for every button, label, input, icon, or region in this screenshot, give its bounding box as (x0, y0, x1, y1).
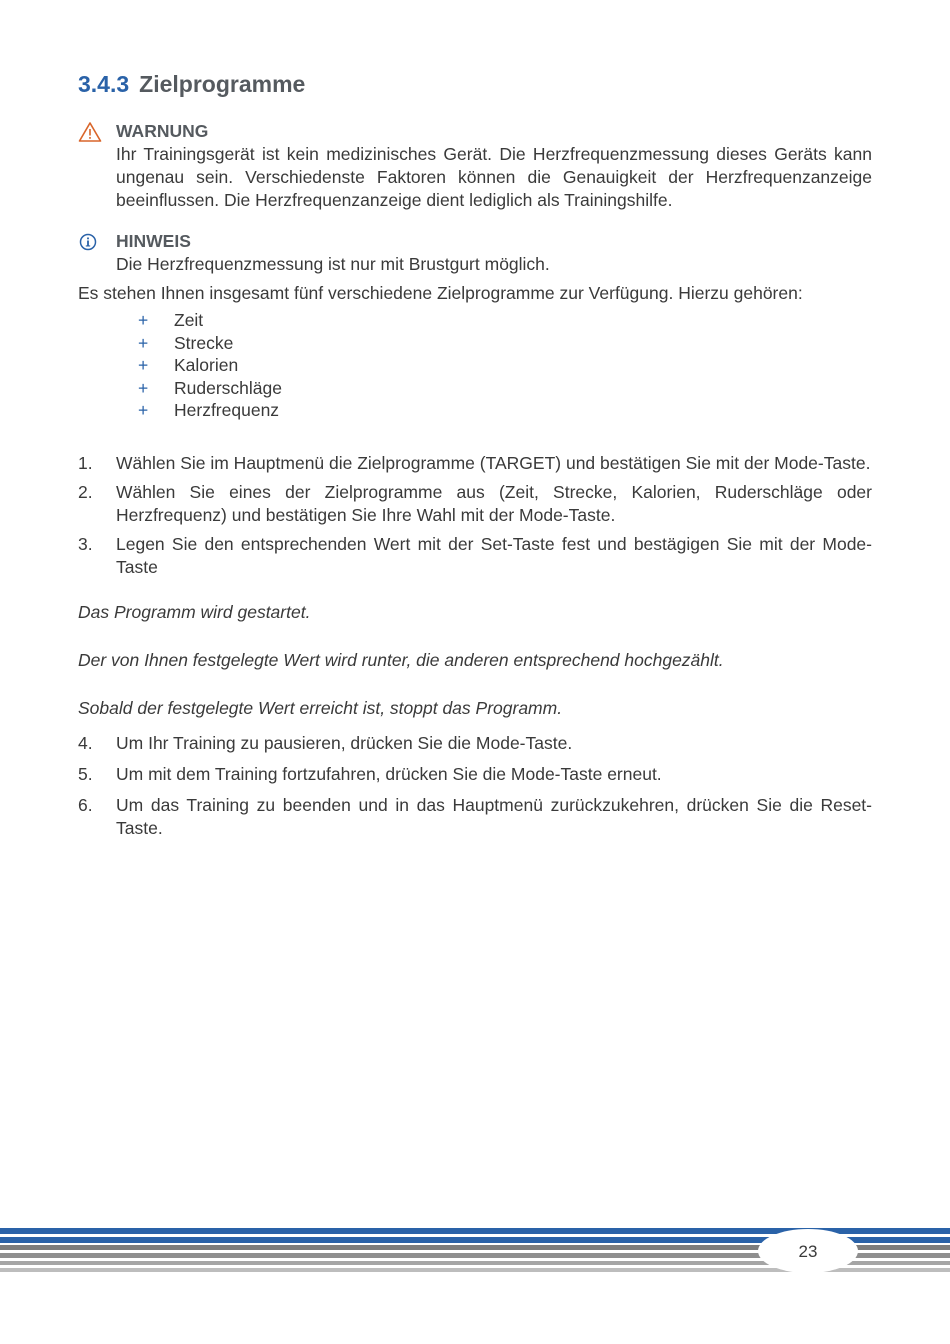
warning-text: Ihr Trainingsgerät ist kein medizinisches Gerät. Die Herzfrequenzmessung dieses Geräts kann ungenau sein. Verschiedenste Faktoren können die Genauigkeit der Herzfrequenzanzeige beeinflussen. Die Herzfrequenzanzeige dient lediglich als Trainingshilfe. (116, 144, 872, 210)
note-program-stops: Sobald der festgelegte Wert erreicht ist, stoppt das Programm. (78, 697, 563, 718)
hint-heading: HINWEIS (116, 231, 191, 251)
plus-bullet-icon: + (138, 310, 149, 330)
list-item (138, 399, 872, 422)
section-number: 3.4.3 (78, 71, 130, 97)
step-item (78, 794, 872, 840)
step-number: 6. (78, 794, 93, 815)
step-text: Wählen Sie im Hauptmenü die Zielprogramme (TARGET) und bestätigen Sie mit der Mode-Taste. (116, 452, 871, 473)
step-text: Wählen Sie eines der Zielprogramme aus (Zeit, Strecke, Kalorien, Ruderschläge oder Herzfrequenz) und bestätigen Sie Ihre Wahl mit der Mode-Taste. (116, 481, 872, 525)
page-number: 23 (758, 1229, 858, 1273)
intro-text: Es stehen Ihnen insgesamt fünf verschiedene Zielprogramme zur Verfügung. Hierzu gehören: (78, 283, 803, 303)
note-program-started: Das Programm wird gestartet. (78, 601, 311, 622)
step-text: Legen Sie den entsprechenden Wert mit der Set-Taste fest und bestägigen Sie mit der Mode-Taste (116, 533, 872, 577)
list-item-label: Ruderschläge (174, 377, 282, 398)
step-number: 5. (78, 763, 93, 784)
hint-text: Die Herzfrequenzmessung ist nur mit Brustgurt möglich. (116, 254, 550, 274)
list-item-label: Strecke (174, 332, 234, 353)
list-item (138, 354, 872, 377)
step-item (78, 763, 872, 786)
step-item (78, 533, 872, 579)
step-item (78, 732, 872, 755)
step-number: 4. (78, 732, 93, 753)
list-item (138, 332, 872, 355)
plus-bullet-icon: + (138, 332, 149, 353)
step-number: 2. (78, 481, 93, 502)
step-list (78, 452, 872, 579)
warning-triangle-icon (78, 121, 102, 143)
section-title: Zielprogramme (139, 71, 306, 97)
hint-notice (78, 230, 872, 276)
section-heading (78, 68, 872, 100)
step-item (78, 452, 872, 475)
info-circle-icon (78, 231, 102, 253)
step-text: Um Ihr Training zu pausieren, drücken Sie die Mode-Taste. (116, 732, 573, 753)
plus-bullet-icon: + (138, 377, 149, 398)
note-counting: Der von Ihnen festgelegte Wert wird runter, die anderen entsprechend hochgezählt. (78, 649, 724, 670)
step-number: 1. (78, 452, 93, 473)
plus-bullet-icon: + (138, 355, 149, 375)
list-item-label: Herzfrequenz (174, 400, 280, 420)
page-content (78, 68, 872, 840)
program-list (78, 309, 872, 422)
list-item (138, 377, 872, 400)
warning-notice (78, 120, 872, 212)
list-item-label: Zeit (174, 310, 204, 330)
plus-bullet-icon: + (138, 400, 149, 420)
step-text: Um das Training zu beenden und in das Hauptmenü zurückzukehren, drücken Sie die Reset-Taste. (116, 794, 872, 838)
list-item (138, 309, 872, 332)
warning-heading: WARNUNG (116, 121, 209, 141)
step-text: Um mit dem Training fortzufahren, drücken Sie die Mode-Taste erneut. (116, 763, 662, 784)
list-item-label: Kalorien (174, 355, 239, 375)
step-item (78, 481, 872, 527)
step-number: 3. (78, 533, 93, 554)
step-list-continued (78, 732, 872, 840)
